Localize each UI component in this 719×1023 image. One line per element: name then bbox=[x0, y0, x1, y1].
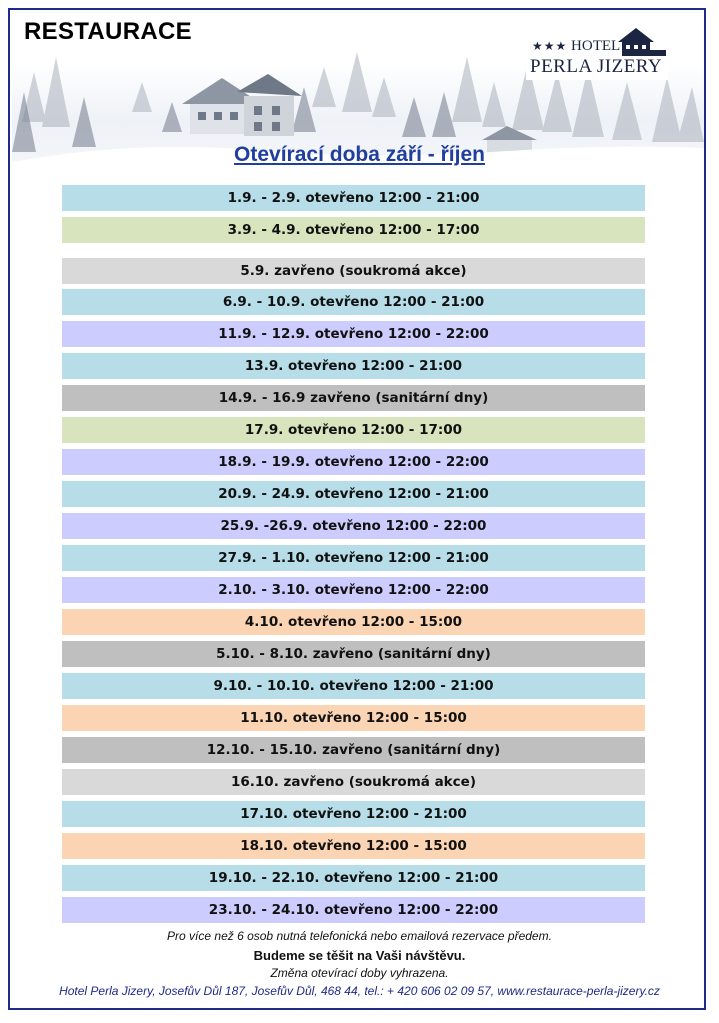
schedule-row: 11.9. - 12.9. otevřeno 12:00 - 22:00 bbox=[62, 321, 645, 347]
greeting-text: Budeme se těšit na Vaši návštěvu. bbox=[253, 948, 466, 963]
schedule-title bbox=[0, 143, 719, 167]
schedule-row: 25.9. -26.9. otevřeno 12:00 - 22:00 bbox=[62, 513, 645, 539]
schedule-row: 14.9. - 16.9 zavřeno (sanitární dny) bbox=[62, 385, 645, 411]
schedule-row: 6.9. - 10.9. otevřeno 12:00 - 21:00 bbox=[62, 289, 645, 315]
logo-stars: ★★★ bbox=[532, 39, 568, 53]
contact-info: Hotel Perla Jizery, Josefův Důl 187, Josefův Důl, 468 44, tel.: + 420 606 02 09 57, www.restaurace-perla-jizery.cz bbox=[59, 984, 660, 998]
logo-hotel-line bbox=[532, 38, 620, 55]
reservation-note: Pro více než 6 osob nutná telefonická nebo emailová rezervace předem. bbox=[167, 929, 552, 943]
hotel-logo bbox=[526, 24, 668, 80]
schedule-row: 16.10. zavřeno (soukromá akce) bbox=[62, 769, 645, 795]
schedule-row: 3.9. - 4.9. otevřeno 12:00 - 17:00 bbox=[62, 217, 645, 243]
schedule-row: 27.9. - 1.10. otevřeno 12:00 - 21:00 bbox=[62, 545, 645, 571]
schedule-row: 17.9. otevřeno 12:00 - 17:00 bbox=[62, 417, 645, 443]
schedule-row: 13.9. otevřeno 12:00 - 21:00 bbox=[62, 353, 645, 379]
schedule-row: 11.10. otevřeno 12:00 - 15:00 bbox=[62, 705, 645, 731]
schedule-row: 9.10. - 10.10. otevřeno 12:00 - 21:00 bbox=[62, 673, 645, 699]
schedule-row: 5.9. zavřeno (soukromá akce) bbox=[62, 258, 645, 284]
logo-hotel-text: HOTEL bbox=[571, 38, 621, 54]
schedule-row: 18.10. otevřeno 12:00 - 15:00 bbox=[62, 833, 645, 859]
schedule-row: 4.10. otevřeno 12:00 - 15:00 bbox=[62, 609, 645, 635]
chalet-illustration bbox=[182, 74, 302, 136]
schedule-row: 17.10. otevřeno 12:00 - 21:00 bbox=[62, 801, 645, 827]
schedule-title-text: Otevírací doba září - říjen bbox=[234, 143, 485, 166]
schedule-row: 19.10. - 22.10. otevřeno 12:00 - 21:00 bbox=[62, 865, 645, 891]
schedule-row: 23.10. - 24.10. otevřeno 12:00 - 22:00 bbox=[62, 897, 645, 923]
schedule-row: 5.10. - 8.10. zavřeno (sanitární dny) bbox=[62, 641, 645, 667]
schedule-row: 2.10. - 3.10. otevřeno 12:00 - 22:00 bbox=[62, 577, 645, 603]
logo-hotel-name: PERLA JIZERY bbox=[530, 56, 663, 77]
schedule-row: 18.9. - 19.9. otevřeno 12:00 - 22:00 bbox=[62, 449, 645, 475]
page-heading: RESTAURACE bbox=[24, 18, 192, 45]
schedule-row: 1.9. - 2.9. otevřeno 12:00 - 21:00 bbox=[62, 185, 645, 211]
schedule-row: 12.10. - 15.10. zavřeno (sanitární dny) bbox=[62, 737, 645, 763]
disclaimer-text: Změna otevírací doby vyhrazena. bbox=[270, 966, 449, 980]
schedule-row: 20.9. - 24.9. otevřeno 12:00 - 21:00 bbox=[62, 481, 645, 507]
